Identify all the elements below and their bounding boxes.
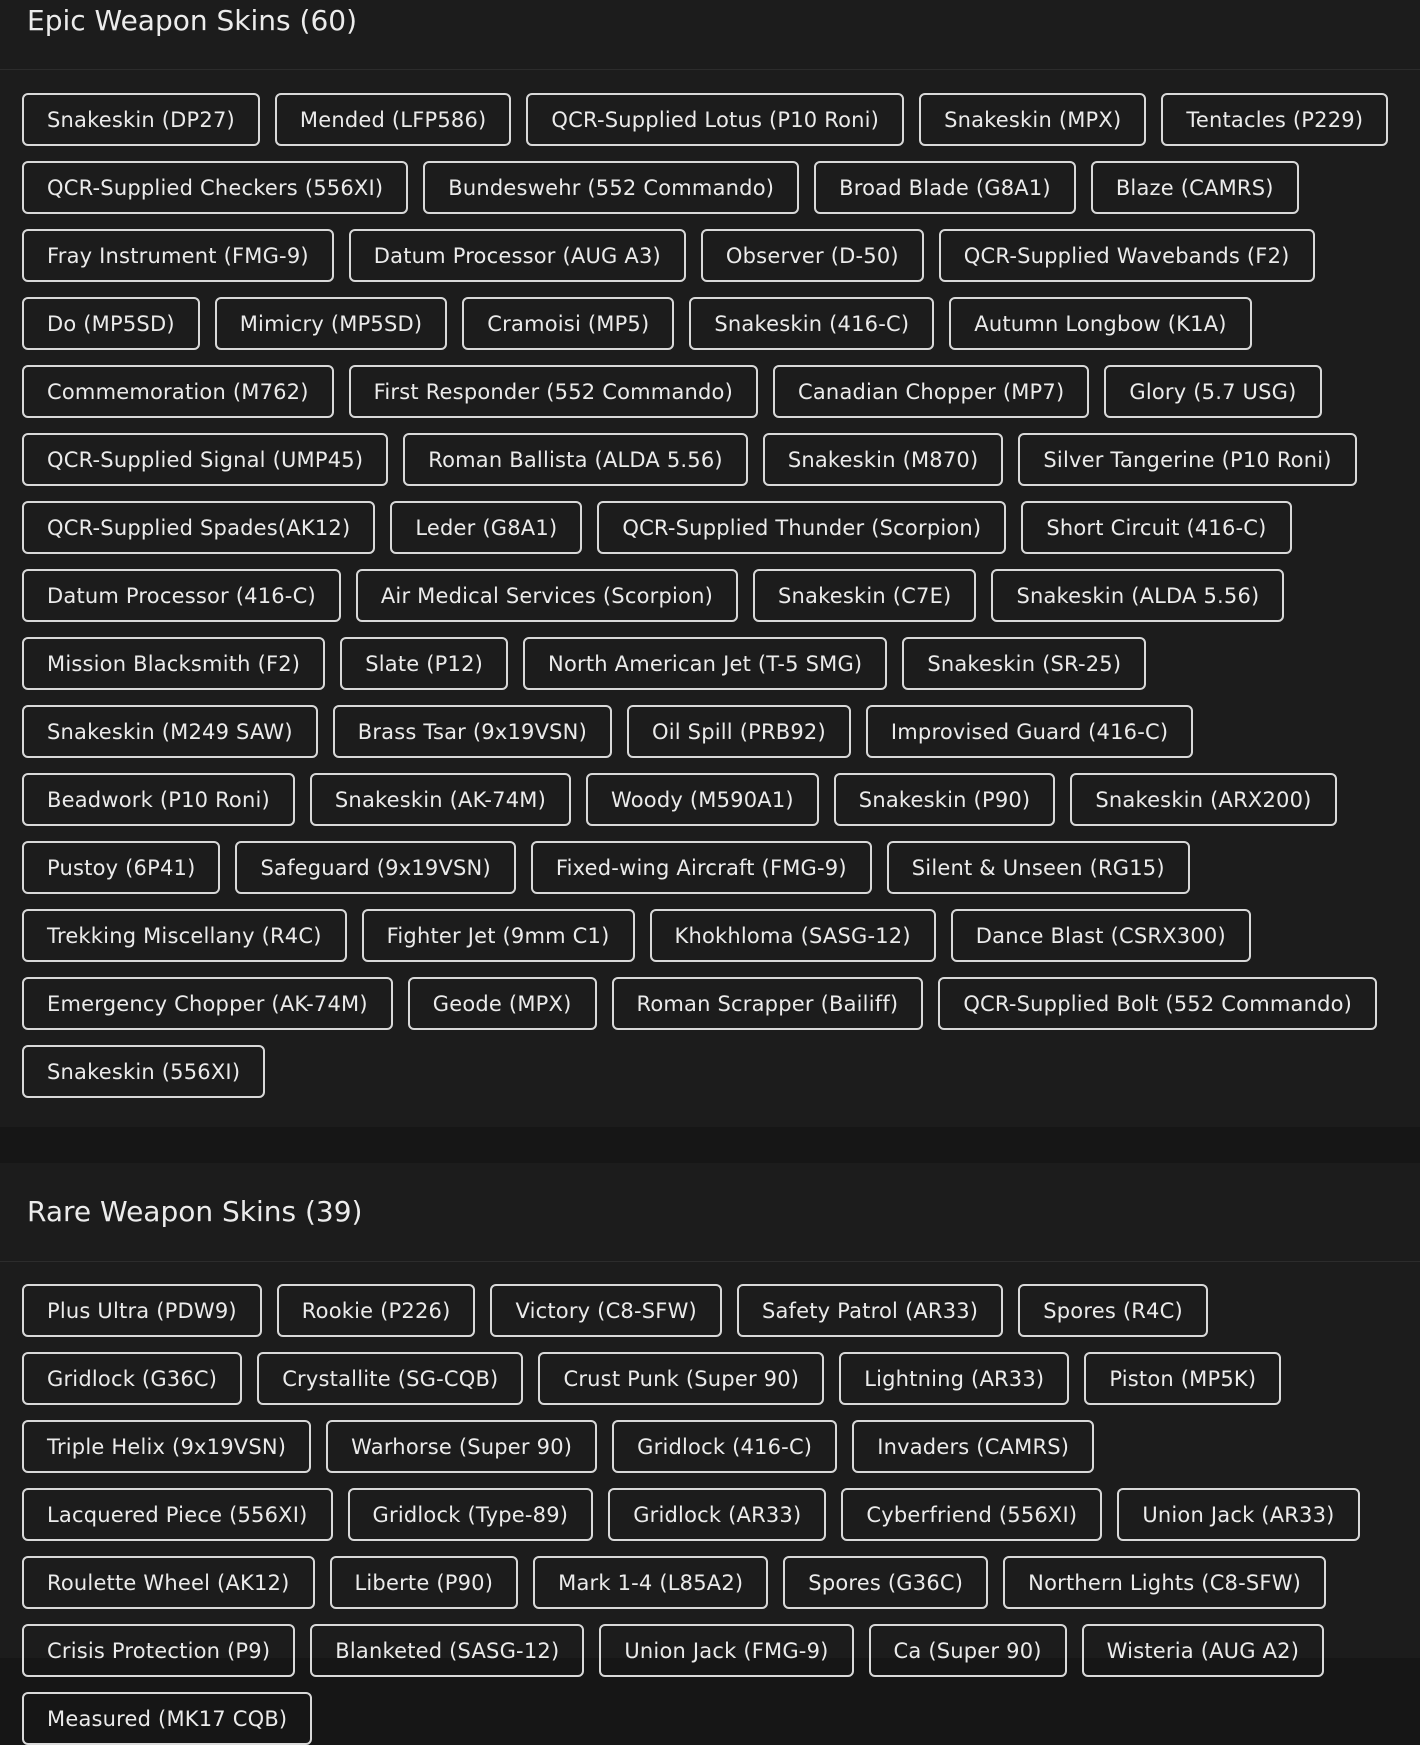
- skin-tag[interactable]: QCR-Supplied Spades(AK12): [22, 501, 375, 554]
- skin-tag[interactable]: Leder (G8A1): [390, 501, 582, 554]
- skin-tag[interactable]: First Responder (552 Commando): [349, 365, 758, 418]
- skin-tag[interactable]: Mark 1-4 (L85A2): [533, 1556, 768, 1609]
- skin-tag[interactable]: Crust Punk (Super 90): [538, 1352, 824, 1405]
- skin-tag[interactable]: Woody (M590A1): [586, 773, 819, 826]
- skin-tag[interactable]: Triple Helix (9x19VSN): [22, 1420, 311, 1473]
- skin-tag[interactable]: Gridlock (G36C): [22, 1352, 242, 1405]
- skin-tag[interactable]: Ca (Super 90): [869, 1624, 1067, 1677]
- skin-tag[interactable]: Snakeskin (C7E): [753, 569, 976, 622]
- skin-tag[interactable]: QCR-Supplied Lotus (P10 Roni): [526, 93, 904, 146]
- skin-tag[interactable]: Cramoisi (MP5): [462, 297, 674, 350]
- skin-tag[interactable]: Roulette Wheel (AK12): [22, 1556, 315, 1609]
- skin-tag[interactable]: QCR-Supplied Wavebands (F2): [939, 229, 1315, 282]
- skin-tag[interactable]: Snakeskin (M870): [763, 433, 1004, 486]
- skin-tag[interactable]: Snakeskin (556XI): [22, 1045, 265, 1098]
- skin-tag[interactable]: Khokhloma (SASG-12): [650, 909, 936, 962]
- skin-tag[interactable]: Wisteria (AUG A2): [1082, 1624, 1324, 1677]
- skin-tag[interactable]: Gridlock (Type-89): [348, 1488, 594, 1541]
- section-header: [0, 0, 1420, 70]
- skin-tag[interactable]: Snakeskin (SR-25): [902, 637, 1146, 690]
- skin-tag[interactable]: Gridlock (AR33): [608, 1488, 826, 1541]
- skin-tag[interactable]: QCR-Supplied Bolt (552 Commando): [938, 977, 1377, 1030]
- skin-tag[interactable]: QCR-Supplied Checkers (556XI): [22, 161, 408, 214]
- skin-tag[interactable]: Observer (D-50): [701, 229, 924, 282]
- skin-tag[interactable]: Canadian Chopper (MP7): [773, 365, 1089, 418]
- skin-tag[interactable]: Broad Blade (G8A1): [814, 161, 1076, 214]
- skin-tag[interactable]: Fixed-wing Aircraft (FMG-9): [531, 841, 872, 894]
- skin-tag[interactable]: Spores (G36C): [783, 1556, 988, 1609]
- skin-tag[interactable]: Do (MP5SD): [22, 297, 200, 350]
- skin-tag[interactable]: Invaders (CAMRS): [852, 1420, 1094, 1473]
- skin-tag[interactable]: Tentacles (P229): [1161, 93, 1388, 146]
- skin-tag[interactable]: Improvised Guard (416-C): [866, 705, 1193, 758]
- rare-skin-list: [22, 1284, 1402, 1745]
- skin-tag[interactable]: Union Jack (AR33): [1117, 1488, 1359, 1541]
- skin-tag[interactable]: Snakeskin (P90): [834, 773, 1056, 826]
- skin-tag[interactable]: Dance Blast (CSRX300): [951, 909, 1251, 962]
- skin-tag[interactable]: Silent & Unseen (RG15): [887, 841, 1190, 894]
- section-header: [0, 1163, 1420, 1262]
- skin-tag[interactable]: Datum Processor (416-C): [22, 569, 341, 622]
- skin-tag[interactable]: Blaze (CAMRS): [1091, 161, 1299, 214]
- skin-tag[interactable]: Autumn Longbow (K1A): [949, 297, 1251, 350]
- skin-tag[interactable]: Mended (LFP586): [275, 93, 512, 146]
- skin-tag[interactable]: Union Jack (FMG-9): [599, 1624, 853, 1677]
- skin-tag[interactable]: Short Circuit (416-C): [1021, 501, 1291, 554]
- skin-tag[interactable]: Silver Tangerine (P10 Roni): [1018, 433, 1356, 486]
- skin-tag[interactable]: Beadwork (P10 Roni): [22, 773, 295, 826]
- skin-tag[interactable]: Oil Spill (PRB92): [627, 705, 851, 758]
- skin-tag[interactable]: QCR-Supplied Thunder (Scorpion): [597, 501, 1006, 554]
- skin-tag[interactable]: Commemoration (M762): [22, 365, 334, 418]
- skin-tag[interactable]: Roman Ballista (ALDA 5.56): [403, 433, 748, 486]
- skin-tag[interactable]: Crystallite (SG-CQB): [257, 1352, 523, 1405]
- skin-tag[interactable]: North American Jet (T-5 SMG): [523, 637, 887, 690]
- skin-tag[interactable]: Liberte (P90): [330, 1556, 519, 1609]
- skin-tag[interactable]: Brass Tsar (9x19VSN): [333, 705, 612, 758]
- skin-tag[interactable]: Fighter Jet (9mm C1): [362, 909, 635, 962]
- skin-tag[interactable]: Victory (C8-SFW): [490, 1284, 721, 1337]
- skin-tag[interactable]: Pustoy (6P41): [22, 841, 220, 894]
- rare-weapon-skins-section: [0, 1163, 1420, 1731]
- skin-tag[interactable]: Trekking Miscellany (R4C): [22, 909, 347, 962]
- skin-tag[interactable]: Snakeskin (M249 SAW): [22, 705, 318, 758]
- skin-tag[interactable]: Snakeskin (DP27): [22, 93, 260, 146]
- skin-tag[interactable]: Lightning (AR33): [839, 1352, 1069, 1405]
- skin-tag[interactable]: Fray Instrument (FMG-9): [22, 229, 334, 282]
- skin-tag[interactable]: Geode (MPX): [408, 977, 597, 1030]
- epic-skin-list: [22, 93, 1402, 1098]
- skin-tag[interactable]: Safety Patrol (AR33): [737, 1284, 1003, 1337]
- skin-tag[interactable]: Blanketed (SASG-12): [310, 1624, 584, 1677]
- skin-tag[interactable]: QCR-Supplied Signal (UMP45): [22, 433, 388, 486]
- skin-tag[interactable]: Safeguard (9x19VSN): [235, 841, 515, 894]
- skin-tag[interactable]: Datum Processor (AUG A3): [349, 229, 686, 282]
- skin-tag[interactable]: Roman Scrapper (Bailiff): [612, 977, 924, 1030]
- skin-tag[interactable]: Slate (P12): [340, 637, 508, 690]
- skin-tag[interactable]: Mission Blacksmith (F2): [22, 637, 325, 690]
- rare-section-title: Rare Weapon Skins (39): [27, 1195, 363, 1228]
- skin-tag[interactable]: Emergency Chopper (AK-74M): [22, 977, 393, 1030]
- skin-tag[interactable]: Glory (5.7 USG): [1104, 365, 1321, 418]
- skin-tag[interactable]: Measured (MK17 CQB): [22, 1692, 312, 1745]
- skin-tag[interactable]: Crisis Protection (P9): [22, 1624, 295, 1677]
- skin-tag[interactable]: Mimicry (MP5SD): [215, 297, 448, 350]
- skin-tag[interactable]: Snakeskin (MPX): [919, 93, 1146, 146]
- skin-tag[interactable]: Spores (R4C): [1018, 1284, 1208, 1337]
- skin-tag[interactable]: Plus Ultra (PDW9): [22, 1284, 262, 1337]
- skin-tag[interactable]: Snakeskin (AK-74M): [310, 773, 571, 826]
- skin-tag[interactable]: Rookie (P226): [277, 1284, 476, 1337]
- skin-tag[interactable]: Snakeskin (ARX200): [1070, 773, 1336, 826]
- skin-tag[interactable]: Gridlock (416-C): [612, 1420, 837, 1473]
- skin-tag[interactable]: Piston (MP5K): [1084, 1352, 1281, 1405]
- skin-tag[interactable]: Air Medical Services (Scorpion): [356, 569, 738, 622]
- skin-tag[interactable]: Lacquered Piece (556XI): [22, 1488, 333, 1541]
- skin-tag[interactable]: Snakeskin (416-C): [689, 297, 934, 350]
- skin-tag[interactable]: Bundeswehr (552 Commando): [423, 161, 799, 214]
- skin-tag[interactable]: Snakeskin (ALDA 5.56): [991, 569, 1284, 622]
- epic-section-title: Epic Weapon Skins (60): [27, 4, 357, 37]
- skin-tag[interactable]: Cyberfriend (556XI): [841, 1488, 1102, 1541]
- skin-tag[interactable]: Northern Lights (C8-SFW): [1003, 1556, 1326, 1609]
- skin-tag[interactable]: Warhorse (Super 90): [326, 1420, 597, 1473]
